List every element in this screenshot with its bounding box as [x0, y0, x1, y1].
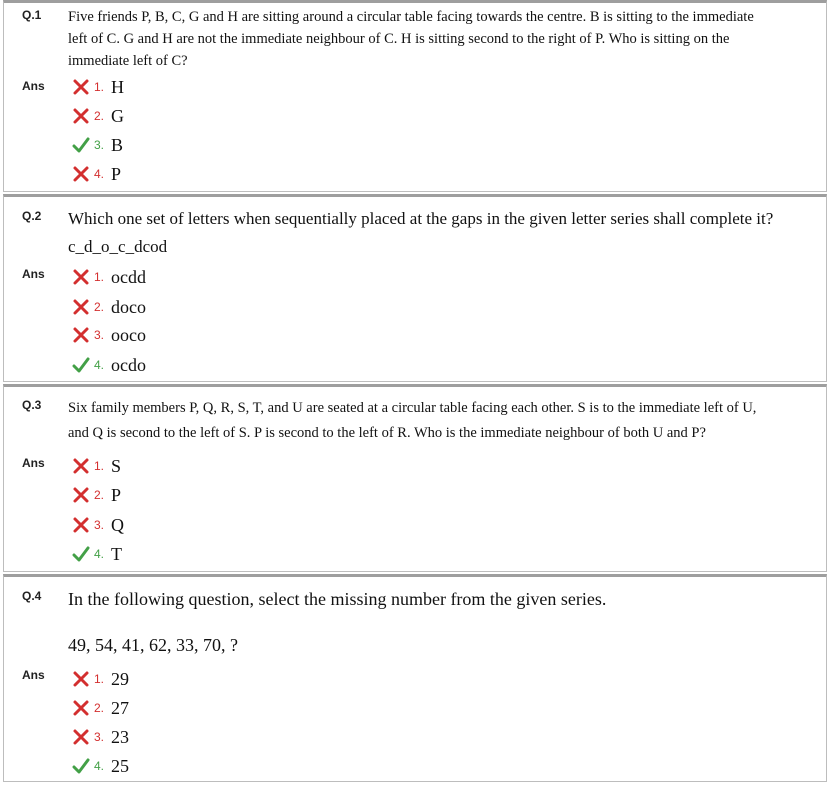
- option-1[interactable]: [72, 264, 146, 290]
- question-number: Q.3: [22, 398, 42, 412]
- option-text: S: [111, 455, 122, 476]
- option-3[interactable]: [72, 512, 124, 538]
- option-text: 23: [111, 726, 130, 747]
- question-line: Six family members P, Q, R, S, T, and U are seated at a circular table facing each other. S is to the immediate left of U,: [68, 400, 757, 416]
- option-number: 4.: [94, 167, 105, 181]
- option-text: T: [111, 543, 123, 564]
- answer-label: Ans: [22, 79, 45, 93]
- option-4[interactable]: [72, 753, 129, 779]
- option-number: 1.: [94, 80, 105, 94]
- question-line: Five friends P, B, C, G and H are sitting around a circular table facing towards the centre. B is sitting to the immediate: [68, 9, 754, 25]
- option-text: Q: [111, 514, 125, 535]
- question-number: Q.4: [22, 589, 42, 603]
- question-line: 49, 54, 41, 62, 33, 70, ?: [68, 635, 238, 655]
- option-text: ocdd: [111, 266, 147, 287]
- option-1[interactable]: [72, 74, 124, 100]
- question-line: c_d_o_c_dcod: [68, 237, 168, 256]
- option-number: 3.: [94, 138, 105, 152]
- option-text: ooco: [111, 324, 147, 345]
- option-1[interactable]: [72, 666, 129, 692]
- question-block-3: [3, 384, 827, 572]
- option-number: 4.: [94, 759, 105, 773]
- cross-icon: [72, 165, 90, 183]
- option-text: ocdo: [111, 354, 147, 375]
- option-number: 1.: [94, 270, 105, 284]
- option-number: 1.: [94, 672, 105, 686]
- option-3[interactable]: [72, 322, 146, 348]
- question-line: left of C. G and H are not the immediate neighbour of C. H is sitting second to the right of P. Who is sitting on the: [68, 31, 730, 47]
- option-1[interactable]: [72, 453, 121, 479]
- cross-icon: [72, 699, 90, 717]
- question-block-1: [3, 0, 827, 192]
- option-3[interactable]: [72, 132, 123, 158]
- option-2[interactable]: [72, 695, 129, 721]
- option-text: 29: [111, 668, 130, 689]
- question-line: and Q is second to the left of S. P is second to the left of R. Who is the immediate neighbour of both U and P?: [68, 425, 706, 441]
- answer-label: Ans: [22, 267, 45, 281]
- option-text: G: [111, 105, 125, 126]
- option-number: 2.: [94, 488, 105, 502]
- check-icon: [72, 545, 90, 563]
- option-text: P: [111, 163, 122, 184]
- option-number: 2.: [94, 109, 105, 123]
- question-line: immediate left of C?: [68, 53, 188, 69]
- question-line: Which one set of letters when sequentially placed at the gaps in the given letter series shall complete it?: [68, 209, 774, 228]
- cross-icon: [72, 728, 90, 746]
- option-text: doco: [111, 296, 147, 317]
- check-icon: [72, 136, 90, 154]
- cross-icon: [72, 457, 90, 475]
- cross-icon: [72, 107, 90, 125]
- check-icon: [72, 757, 90, 775]
- question-number: Q.1: [22, 8, 42, 22]
- question-text: [68, 587, 820, 657]
- option-number: 4.: [94, 358, 105, 372]
- option-3[interactable]: [72, 724, 129, 750]
- cross-icon: [72, 670, 90, 688]
- option-number: 1.: [94, 459, 105, 473]
- question-text: [68, 396, 820, 446]
- option-text: 27: [111, 697, 130, 718]
- question-line: In the following question, select the missing number from the given series.: [68, 589, 607, 609]
- check-icon: [72, 356, 90, 374]
- option-text: 25: [111, 755, 130, 776]
- option-number: 3.: [94, 730, 105, 744]
- question-text: [68, 205, 820, 261]
- option-number: 4.: [94, 547, 105, 561]
- answer-label: Ans: [22, 456, 45, 470]
- option-2[interactable]: [72, 294, 146, 320]
- cross-icon: [72, 298, 90, 316]
- option-2[interactable]: [72, 103, 124, 129]
- question-block-4: [3, 574, 827, 782]
- option-2[interactable]: [72, 482, 121, 508]
- option-text: B: [111, 134, 124, 155]
- option-4[interactable]: [72, 161, 121, 187]
- answer-label: Ans: [22, 668, 45, 682]
- cross-icon: [72, 326, 90, 344]
- option-number: 2.: [94, 701, 105, 715]
- cross-icon: [72, 268, 90, 286]
- option-number: 3.: [94, 518, 105, 532]
- option-4[interactable]: [72, 541, 122, 567]
- cross-icon: [72, 78, 90, 96]
- cross-icon: [72, 486, 90, 504]
- option-number: 3.: [94, 328, 105, 342]
- question-block-2: [3, 194, 827, 382]
- question-text: [68, 6, 820, 72]
- option-text: P: [111, 484, 122, 505]
- question-number: Q.2: [22, 209, 42, 223]
- option-text: H: [111, 76, 125, 97]
- option-4[interactable]: [72, 352, 146, 378]
- cross-icon: [72, 516, 90, 534]
- option-number: 2.: [94, 300, 105, 314]
